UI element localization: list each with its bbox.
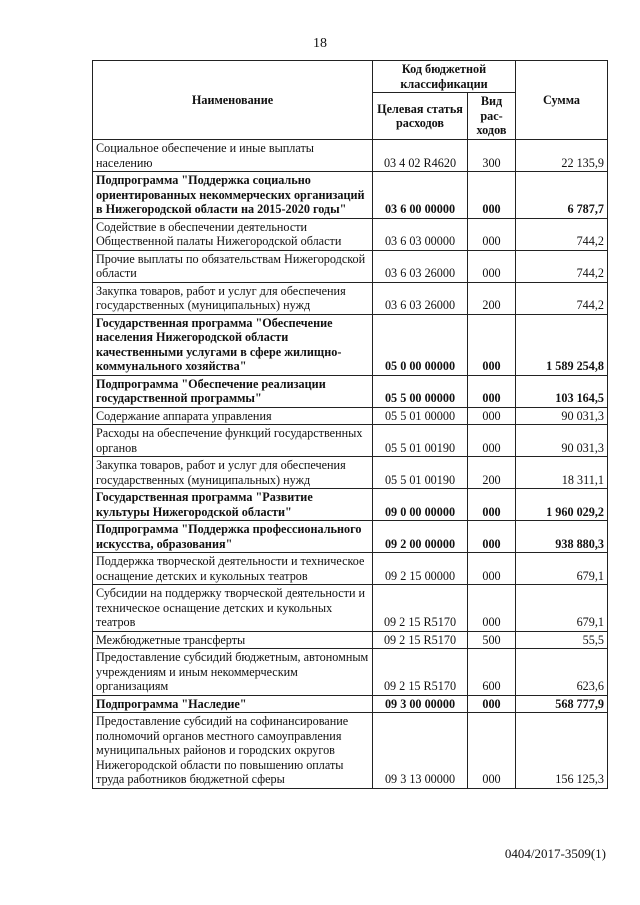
- row-name: Содержание аппарата управления: [93, 407, 373, 425]
- row-sum: 744,2: [516, 250, 608, 282]
- row-name: Подпрограмма "Обеспечение реализации государственной программы": [93, 375, 373, 407]
- row-type: 000: [468, 375, 516, 407]
- row-sum: 1 589 254,8: [516, 314, 608, 375]
- row-type: 200: [468, 457, 516, 489]
- row-sum: 744,2: [516, 282, 608, 314]
- row-code: 09 2 15 R5170: [373, 649, 468, 696]
- row-code: 05 0 00 00000: [373, 314, 468, 375]
- row-code: 05 5 00 00000: [373, 375, 468, 407]
- header-name: Наименование: [93, 61, 373, 140]
- row-type: 000: [468, 250, 516, 282]
- row-code: 09 0 00 00000: [373, 489, 468, 521]
- row-name: Подпрограмма "Наследие": [93, 695, 373, 713]
- row-type: 000: [468, 553, 516, 585]
- row-type: 000: [468, 314, 516, 375]
- table-row: [93, 631, 608, 649]
- row-code: 09 2 15 R5170: [373, 631, 468, 649]
- row-sum: 938 880,3: [516, 521, 608, 553]
- row-type: 000: [468, 489, 516, 521]
- table-row: [93, 553, 608, 585]
- table-row: [93, 140, 608, 172]
- row-name: Социальное обеспечение и иные выплаты населению: [93, 140, 373, 172]
- row-code: 09 2 15 00000: [373, 553, 468, 585]
- header-expense-type: Вид рас-ходов: [468, 93, 516, 140]
- row-sum: 22 135,9: [516, 140, 608, 172]
- row-sum: 55,5: [516, 631, 608, 649]
- row-sum: 623,6: [516, 649, 608, 696]
- row-sum: 679,1: [516, 585, 608, 632]
- row-code: 03 6 03 26000: [373, 250, 468, 282]
- table-row: [93, 695, 608, 713]
- row-code: 05 5 01 00190: [373, 425, 468, 457]
- row-sum: 156 125,3: [516, 713, 608, 789]
- table-body: [93, 140, 608, 789]
- table-row: [93, 521, 608, 553]
- row-name: Подпрограмма "Поддержка профессионального искусства, образования": [93, 521, 373, 553]
- row-type: 000: [468, 585, 516, 632]
- row-code: 03 6 03 26000: [373, 282, 468, 314]
- row-name: Предоставление субсидий бюджетным, автономным учреждениям и иным некоммерческим организациям: [93, 649, 373, 696]
- row-sum: 90 031,3: [516, 407, 608, 425]
- row-type: 600: [468, 649, 516, 696]
- row-sum: 90 031,3: [516, 425, 608, 457]
- row-type: 000: [468, 218, 516, 250]
- table-row: [93, 172, 608, 219]
- table-row: [93, 314, 608, 375]
- table-row: [93, 218, 608, 250]
- row-name: Расходы на обеспечение функций государственных органов: [93, 425, 373, 457]
- header-sum: Сумма: [516, 61, 608, 140]
- row-name: Государственная программа "Развитие культуры Нижегородской области": [93, 489, 373, 521]
- row-sum: 6 787,7: [516, 172, 608, 219]
- table-row: [93, 585, 608, 632]
- table-row: [93, 713, 608, 789]
- row-type: 200: [468, 282, 516, 314]
- row-type: 000: [468, 425, 516, 457]
- row-sum: 679,1: [516, 553, 608, 585]
- row-code: 09 2 00 00000: [373, 521, 468, 553]
- row-name: Поддержка творческой деятельности и техническое оснащение детских и кукольных театров: [93, 553, 373, 585]
- row-code: 03 4 02 R4620: [373, 140, 468, 172]
- row-type: 000: [468, 695, 516, 713]
- budget-table: [92, 60, 608, 789]
- document-code: 0404/2017-3509(1): [504, 846, 606, 861]
- header-target-article: Целевая статья расходов: [373, 93, 468, 140]
- row-code: 09 3 13 00000: [373, 713, 468, 789]
- row-code: 09 2 15 R5170: [373, 585, 468, 632]
- row-name: Государственная программа "Обеспечение населения Нижегородской области качественными услугами в сфере жилищно-коммунального хозяйства": [93, 314, 373, 375]
- row-type: 300: [468, 140, 516, 172]
- row-name: Прочие выплаты по обязательствам Нижегородской области: [93, 250, 373, 282]
- row-name: Межбюджетные трансферты: [93, 631, 373, 649]
- row-type: 000: [468, 172, 516, 219]
- row-sum: 1 960 029,2: [516, 489, 608, 521]
- row-name: Подпрограмма "Поддержка социально ориентированных некоммерческих организаций в Нижегородской области на 2015-2020 годы": [93, 172, 373, 219]
- row-name: Содействие в обеспечении деятельности Общественной палаты Нижегородской области: [93, 218, 373, 250]
- row-sum: 18 311,1: [516, 457, 608, 489]
- row-code: 05 5 01 00000: [373, 407, 468, 425]
- row-sum: 744,2: [516, 218, 608, 250]
- row-code: 03 6 00 00000: [373, 172, 468, 219]
- table-row: [93, 250, 608, 282]
- row-name: Закупка товаров, работ и услуг для обеспечения государственных (муниципальных) нужд: [93, 457, 373, 489]
- table-row: [93, 457, 608, 489]
- row-name: Предоставление субсидий на софинансирование полномочий органов местного самоуправления муниципальных районов и городских округов Нижегородской области по повышению оплаты труда работников бюджетной сферы: [93, 713, 373, 789]
- table-row: [93, 407, 608, 425]
- table-header: [93, 61, 608, 140]
- row-type: 500: [468, 631, 516, 649]
- row-sum: 103 164,5: [516, 375, 608, 407]
- table-row: [93, 425, 608, 457]
- row-name: Закупка товаров, работ и услуг для обеспечения государственных (муниципальных) нужд: [93, 282, 373, 314]
- row-code: 09 3 00 00000: [373, 695, 468, 713]
- table-row: [93, 649, 608, 696]
- row-type: 000: [468, 713, 516, 789]
- row-name: Субсидии на поддержку творческой деятельности и техническое оснащение детских и кукольных театров: [93, 585, 373, 632]
- row-code: 03 6 03 00000: [373, 218, 468, 250]
- row-sum: 568 777,9: [516, 695, 608, 713]
- page-number: 18: [313, 36, 327, 51]
- row-code: 05 5 01 00190: [373, 457, 468, 489]
- table-row: [93, 489, 608, 521]
- table-row: [93, 375, 608, 407]
- header-code-group: Код бюджетной классификации: [373, 61, 516, 93]
- row-type: 000: [468, 407, 516, 425]
- row-type: 000: [468, 521, 516, 553]
- table-row: [93, 282, 608, 314]
